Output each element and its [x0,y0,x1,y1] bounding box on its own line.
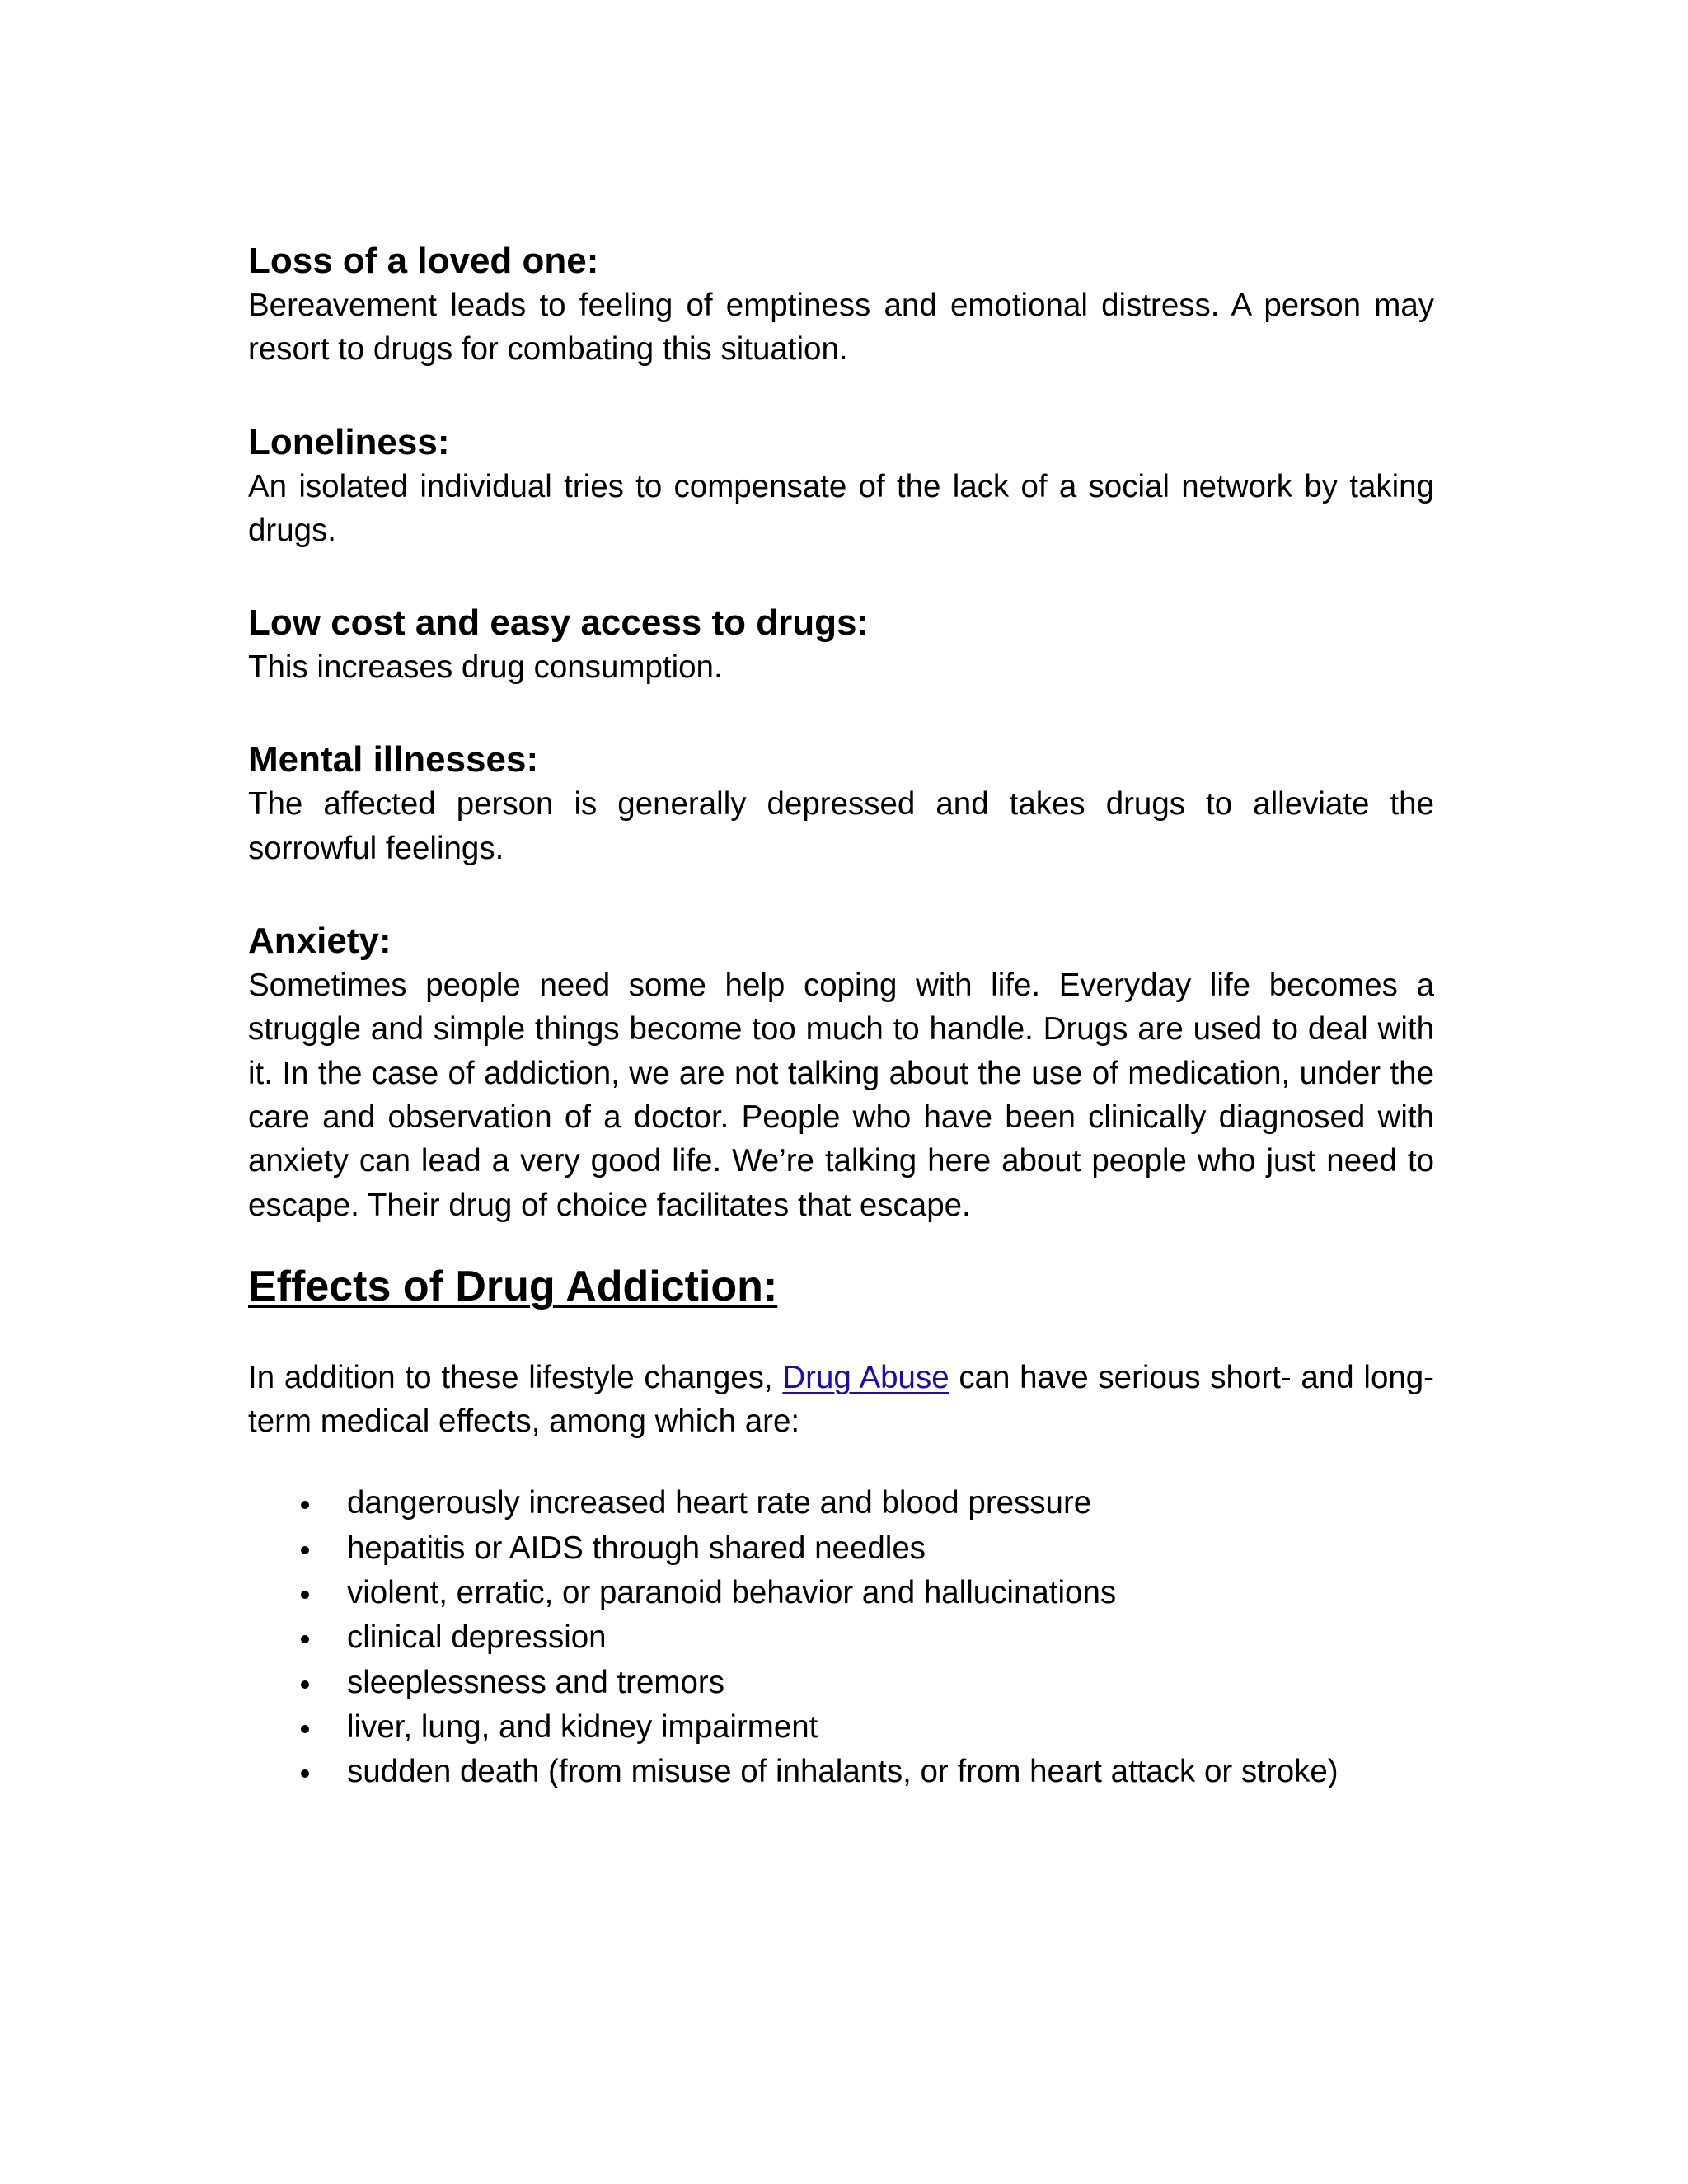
list-item [248,1571,1434,1615]
list-item-text: dangerously increased heart rate and blood pressure [347,1485,1092,1521]
section-heading: Anxiety: [248,921,392,962]
section-loneliness [248,420,1434,553]
intro-text-after: can have serious short- and long-term medical effects, among which are: [248,1359,1435,1440]
section-text: Bereavement leads to feeling of emptiness and emotional distress. A person may resort to drugs for combating this situation. [248,288,1434,368]
list-item-text: clinical depression [347,1619,607,1656]
bullet-icon [301,1680,309,1689]
list-item-text: sleeplessness and tremors [347,1664,724,1700]
section-text: The affected person is generally depressed and takes drugs to alleviate the sorrowful feelings. [248,786,1434,866]
intro-text-before: In addition to these lifestyle changes, [248,1359,783,1395]
list-item [248,1615,1434,1660]
bullet-icon [301,1546,309,1554]
list-item [248,1661,1434,1705]
section-text: An isolated individual tries to compensate of the lack of a social network by taking drugs. [248,468,1434,548]
section-low-cost-access [248,601,1434,689]
document-page [248,239,1434,1795]
list-item-text: sudden death (from misuse of inhalants, or from heart attack or stroke) [347,1754,1339,1790]
list-item-text: hepatitis or AIDS through shared needles [347,1530,926,1566]
section-heading: Loss of a loved one: [248,241,599,281]
section-heading: Mental illnesses: [248,739,539,780]
section-text: Sometimes people need some help coping with life. Everyday life becomes a struggle and simple things become too much to handle. Drugs are used to deal with it. In the case of addiction, we are not talking about the use of medication, under the care and observation of a doctor. People who have been clinically diagnosed with anxiety can lead a very good life. We’re talking here about people who just need to escape. Their drug of choice facilitates that escape. [248,968,1434,1223]
list-item-text: liver, lung, and kidney impairment [347,1708,818,1745]
effects-heading: Effects of Drug Addiction: [248,1262,778,1310]
drug-abuse-link[interactable]: Drug Abuse [782,1359,950,1395]
list-item [248,1750,1434,1794]
bullet-icon [301,1725,309,1733]
effects-intro [248,1356,1434,1444]
bullet-icon [301,1501,309,1509]
section-mental-illnesses [248,738,1434,870]
bullet-icon [301,1769,309,1778]
bullet-icon [301,1635,309,1643]
list-item-text: violent, erratic, or paranoid behavior and hallucinations [347,1575,1117,1611]
list-item [248,1705,1434,1750]
bullet-icon [301,1591,309,1599]
section-loss-of-loved-one [248,239,1434,372]
list-item [248,1481,1434,1526]
section-heading: Loneliness: [248,421,450,462]
section-anxiety [248,919,1434,1227]
effects-list [248,1481,1434,1794]
section-heading: Low cost and easy access to drugs: [248,602,870,644]
section-text: This increases drug consumption. [248,649,723,686]
list-item [248,1526,1434,1571]
